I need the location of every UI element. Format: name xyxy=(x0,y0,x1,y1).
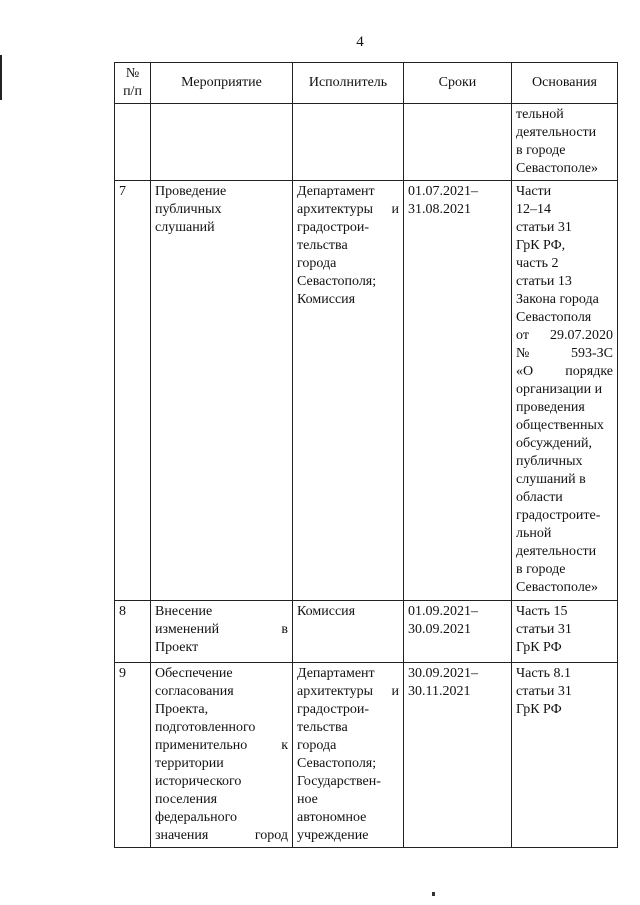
cell-line: Проект xyxy=(155,640,199,655)
events-table xyxy=(114,62,618,848)
cell-line: ное xyxy=(297,792,318,807)
cell-line: Часть 8.1 xyxy=(516,666,572,681)
cell-line: градострои- xyxy=(297,702,370,717)
cell-line: публичных xyxy=(516,454,583,469)
cell-line: Проекта, xyxy=(155,702,209,717)
cell-line: Департамент xyxy=(297,184,375,199)
cell-line: обсуждений, xyxy=(516,436,592,451)
cell-line: в городе xyxy=(516,143,566,158)
table-row xyxy=(115,601,618,663)
cell-line: Комиссия xyxy=(297,604,356,619)
event-cell xyxy=(151,181,293,601)
cell-line: тельства xyxy=(297,720,348,735)
dates-cell xyxy=(404,181,512,601)
executor-cell xyxy=(293,601,404,663)
cell-line: статьи 31 xyxy=(516,220,572,235)
cell-line: 30.11.2021 xyxy=(408,684,471,699)
cell-line: организации и xyxy=(516,382,603,397)
cell-line: Части xyxy=(516,184,552,199)
cell-line: Закона города xyxy=(516,292,599,307)
cell-line: № 593-ЗС xyxy=(516,346,613,361)
cell-line: слушаний в xyxy=(516,472,586,487)
cell-line: Внесение xyxy=(155,604,213,619)
cell-line: области xyxy=(516,490,563,505)
cell-line: учреждение xyxy=(297,828,369,843)
cell-line: статьи 31 xyxy=(516,684,572,699)
cell-line: поселения xyxy=(155,792,218,807)
basis-cell xyxy=(512,104,618,181)
cell-line: ГрК РФ xyxy=(516,640,562,655)
executor-cell xyxy=(293,663,404,848)
cell-line: автономное xyxy=(297,810,367,825)
event-cell xyxy=(151,104,293,181)
executor-cell xyxy=(293,104,404,181)
cell-line: Комиссия xyxy=(297,292,356,307)
cell-line: «О порядке xyxy=(516,364,613,379)
cell-line: 01.07.2021– xyxy=(408,184,478,199)
basis-cell xyxy=(512,601,618,663)
cell-line: значения город xyxy=(155,828,288,843)
cell-line: градострои- xyxy=(297,220,370,235)
row-number xyxy=(115,104,151,181)
executor-cell xyxy=(293,181,404,601)
cell-line: Севастополе» xyxy=(516,580,599,595)
scan-edge-mark xyxy=(0,55,2,100)
cell-line: Департамент xyxy=(297,666,375,681)
page-number: 4 xyxy=(356,34,364,50)
cell-line: ГрК РФ xyxy=(516,702,562,717)
cell-line: Севастополя; xyxy=(297,274,377,289)
cell-line: применительно к xyxy=(155,738,288,753)
event-cell xyxy=(151,601,293,663)
cell-line: подготовленного xyxy=(155,720,256,735)
header-dates: Сроки xyxy=(404,63,512,104)
scan-dot-mark xyxy=(432,892,435,896)
cell-line: Обеспечение xyxy=(155,666,233,681)
cell-line: Севастополя; xyxy=(297,756,377,771)
cell-line: деятельности xyxy=(516,544,597,559)
table-row xyxy=(115,181,618,601)
cell-line: тельной xyxy=(516,107,564,122)
cell-line: ГрК РФ, xyxy=(516,238,566,253)
cell-line: 31.08.2021 xyxy=(408,202,471,217)
cell-line: градостроите- xyxy=(516,508,601,523)
cell-line: Государствен- xyxy=(297,774,381,789)
row-number: 8 xyxy=(115,601,151,663)
cell-line: архитектуры и xyxy=(297,684,399,699)
cell-line: города xyxy=(297,738,337,753)
cell-line: публичных xyxy=(155,202,222,217)
basis-cell xyxy=(512,663,618,848)
table-header-row xyxy=(115,63,618,104)
table-row xyxy=(115,104,618,181)
cell-line: территории xyxy=(155,756,224,771)
cell-line: 12–14 xyxy=(516,202,551,217)
basis-cell xyxy=(512,181,618,601)
cell-line: статьи 31 xyxy=(516,622,572,637)
dates-cell xyxy=(404,601,512,663)
cell-line: Севастополе» xyxy=(516,161,599,176)
cell-line: Проведение xyxy=(155,184,227,199)
cell-line: архитектуры и xyxy=(297,202,399,217)
cell-line: 30.09.2021 xyxy=(408,622,471,637)
cell-line: проведения xyxy=(516,400,585,415)
cell-line: Севастополя xyxy=(516,310,592,325)
cell-line: в городе xyxy=(516,562,566,577)
cell-line: исторического xyxy=(155,774,242,789)
cell-line: деятельности xyxy=(516,125,597,140)
cell-line: общественных xyxy=(516,418,604,433)
header-basis: Основания xyxy=(512,63,618,104)
row-number: 7 xyxy=(115,181,151,601)
cell-line: тельства xyxy=(297,238,348,253)
cell-line: Часть 15 xyxy=(516,604,568,619)
row-number: 9 xyxy=(115,663,151,848)
cell-line: льной xyxy=(516,526,552,541)
cell-line: федерального xyxy=(155,810,238,825)
header-executor: Исполнитель xyxy=(293,63,404,104)
cell-line: слушаний xyxy=(155,220,215,235)
cell-line: 01.09.2021– xyxy=(408,604,478,619)
cell-line: согласования xyxy=(155,684,234,699)
dates-cell xyxy=(404,663,512,848)
header-event: Мероприятие xyxy=(151,63,293,104)
cell-line: от 29.07.2020 xyxy=(516,328,613,343)
cell-line: города xyxy=(297,256,337,271)
header-number: № п/п xyxy=(115,63,151,104)
cell-line: 30.09.2021– xyxy=(408,666,478,681)
cell-line: часть 2 xyxy=(516,256,559,271)
cell-line: изменений в xyxy=(155,622,288,637)
cell-line: статьи 13 xyxy=(516,274,572,289)
dates-cell xyxy=(404,104,512,181)
event-cell xyxy=(151,663,293,848)
table-row xyxy=(115,663,618,848)
